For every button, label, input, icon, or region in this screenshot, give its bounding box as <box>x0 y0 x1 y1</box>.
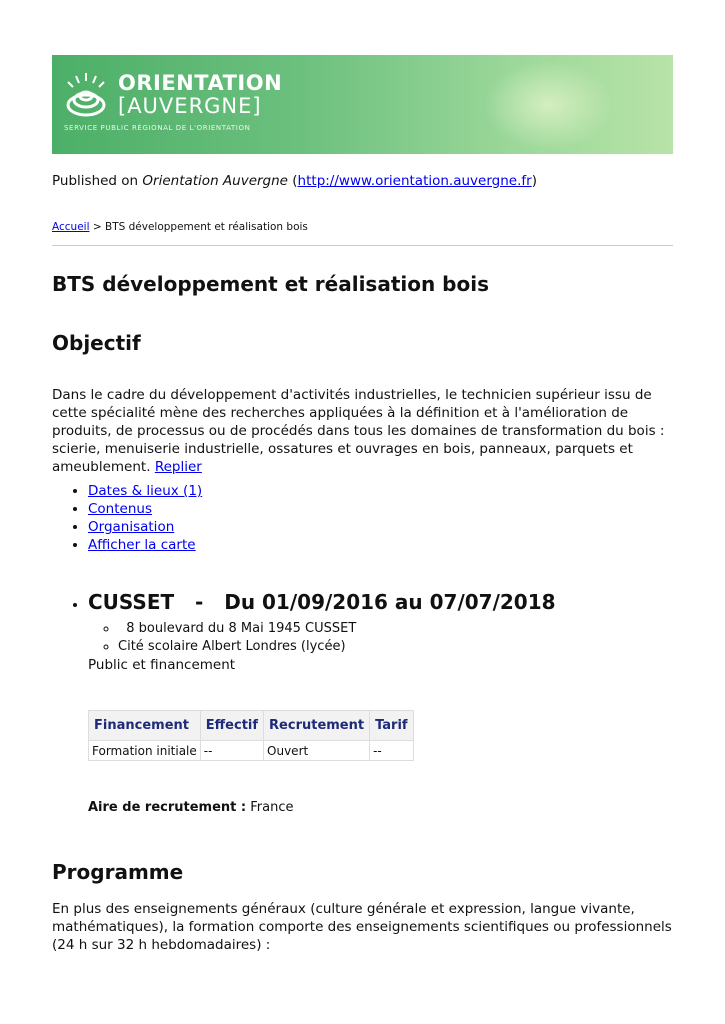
programme-heading: Programme <box>52 860 184 884</box>
breadcrumb-divider <box>52 245 673 246</box>
breadcrumb <box>52 221 308 233</box>
table-cell: Formation initiale <box>89 741 201 761</box>
replier-link[interactable]: Replier <box>154 459 202 475</box>
published-site-name: Orientation Auvergne <box>142 173 288 189</box>
anchor-item <box>88 482 202 500</box>
aire-recrutement <box>88 800 293 815</box>
banner-glow <box>483 60 613 150</box>
anchor-item <box>88 518 202 536</box>
section-anchor-list <box>52 482 202 554</box>
anchor-item <box>88 500 202 518</box>
table-header-row <box>89 711 414 741</box>
published-open-paren: ( <box>287 173 298 189</box>
programme-text: En plus des enseignements généraux (culture générale et expression, langue vivante, mathématiques), la formation comporte des enseignements scientifiques ou professionnels (24 h sur 32 h hebdomadaires) : <box>52 901 672 953</box>
anchor-item <box>88 536 202 554</box>
session-address-line: ◦ Cité scolaire Albert Londres (lycée) <box>118 638 556 656</box>
anchor-dates-lieux-link[interactable]: Dates & lieux (1) <box>88 483 203 499</box>
brand-name-line1: ORIENTATION <box>118 71 283 95</box>
orientation-logo-icon <box>62 67 118 123</box>
published-prefix: Published on <box>52 173 143 189</box>
session-block <box>52 590 556 674</box>
objectif-text <box>52 386 682 476</box>
table-header-financement: Financement <box>89 711 201 741</box>
objectif-heading: Objectif <box>52 331 141 355</box>
breadcrumb-separator: > <box>89 221 105 233</box>
financement-table <box>88 710 414 761</box>
brand-name-line2: [AUVERGNE] <box>118 94 262 118</box>
aire-recrutement-value: France <box>246 800 294 815</box>
published-on-line <box>52 173 537 189</box>
objectif-body: Dans le cadre du développement d'activités industrielles, le technicien supérieur issu de cette spécialité mène des recherches appliquées à la définition et à l'amélioration de produits, de processus ou de procédés dans tous les domaines de transformation du bois : scierie, menuiserie industrielle, ossatures et ouvrages en bois, panneaux, parquets et ameublement. <box>52 387 665 475</box>
table-cell: -- <box>200 741 263 761</box>
breadcrumb-home-link[interactable]: Accueil <box>52 221 90 233</box>
table-cell: Ouvert <box>264 741 370 761</box>
breadcrumb-current: BTS développement et réalisation bois <box>104 221 308 233</box>
table-cell: -- <box>370 741 414 761</box>
session-address-line: ◦ 8 boulevard du 8 Mai 1945 CUSSET <box>118 620 556 638</box>
table-header-tarif: Tarif <box>370 711 414 741</box>
page-title: BTS développement et réalisation bois <box>52 272 489 296</box>
published-close-paren: ) <box>531 173 537 189</box>
site-banner[interactable] <box>52 55 673 154</box>
aire-recrutement-label: Aire de recrutement : <box>88 800 247 815</box>
session-list <box>52 590 556 674</box>
table-header-recrutement: Recrutement <box>264 711 370 741</box>
session-item <box>88 590 556 674</box>
table-header-effectif: Effectif <box>200 711 263 741</box>
anchor-contenus-link[interactable]: Contenus <box>88 501 152 517</box>
anchor-afficher-carte-link[interactable]: Afficher la carte <box>88 537 196 553</box>
session-title: CUSSET - Du 01/09/2016 au 07/07/2018 <box>88 590 556 614</box>
site-url-link[interactable]: http://www.orientation.auvergne.fr <box>297 173 532 189</box>
public-financement-label: Public et financement <box>88 657 236 673</box>
brand-tagline: SERVICE PUBLIC RÉGIONAL DE L'ORIENTATION <box>64 124 251 132</box>
session-address-list <box>88 620 556 656</box>
anchor-organisation-link[interactable]: Organisation <box>88 519 175 535</box>
table-row <box>89 741 414 761</box>
